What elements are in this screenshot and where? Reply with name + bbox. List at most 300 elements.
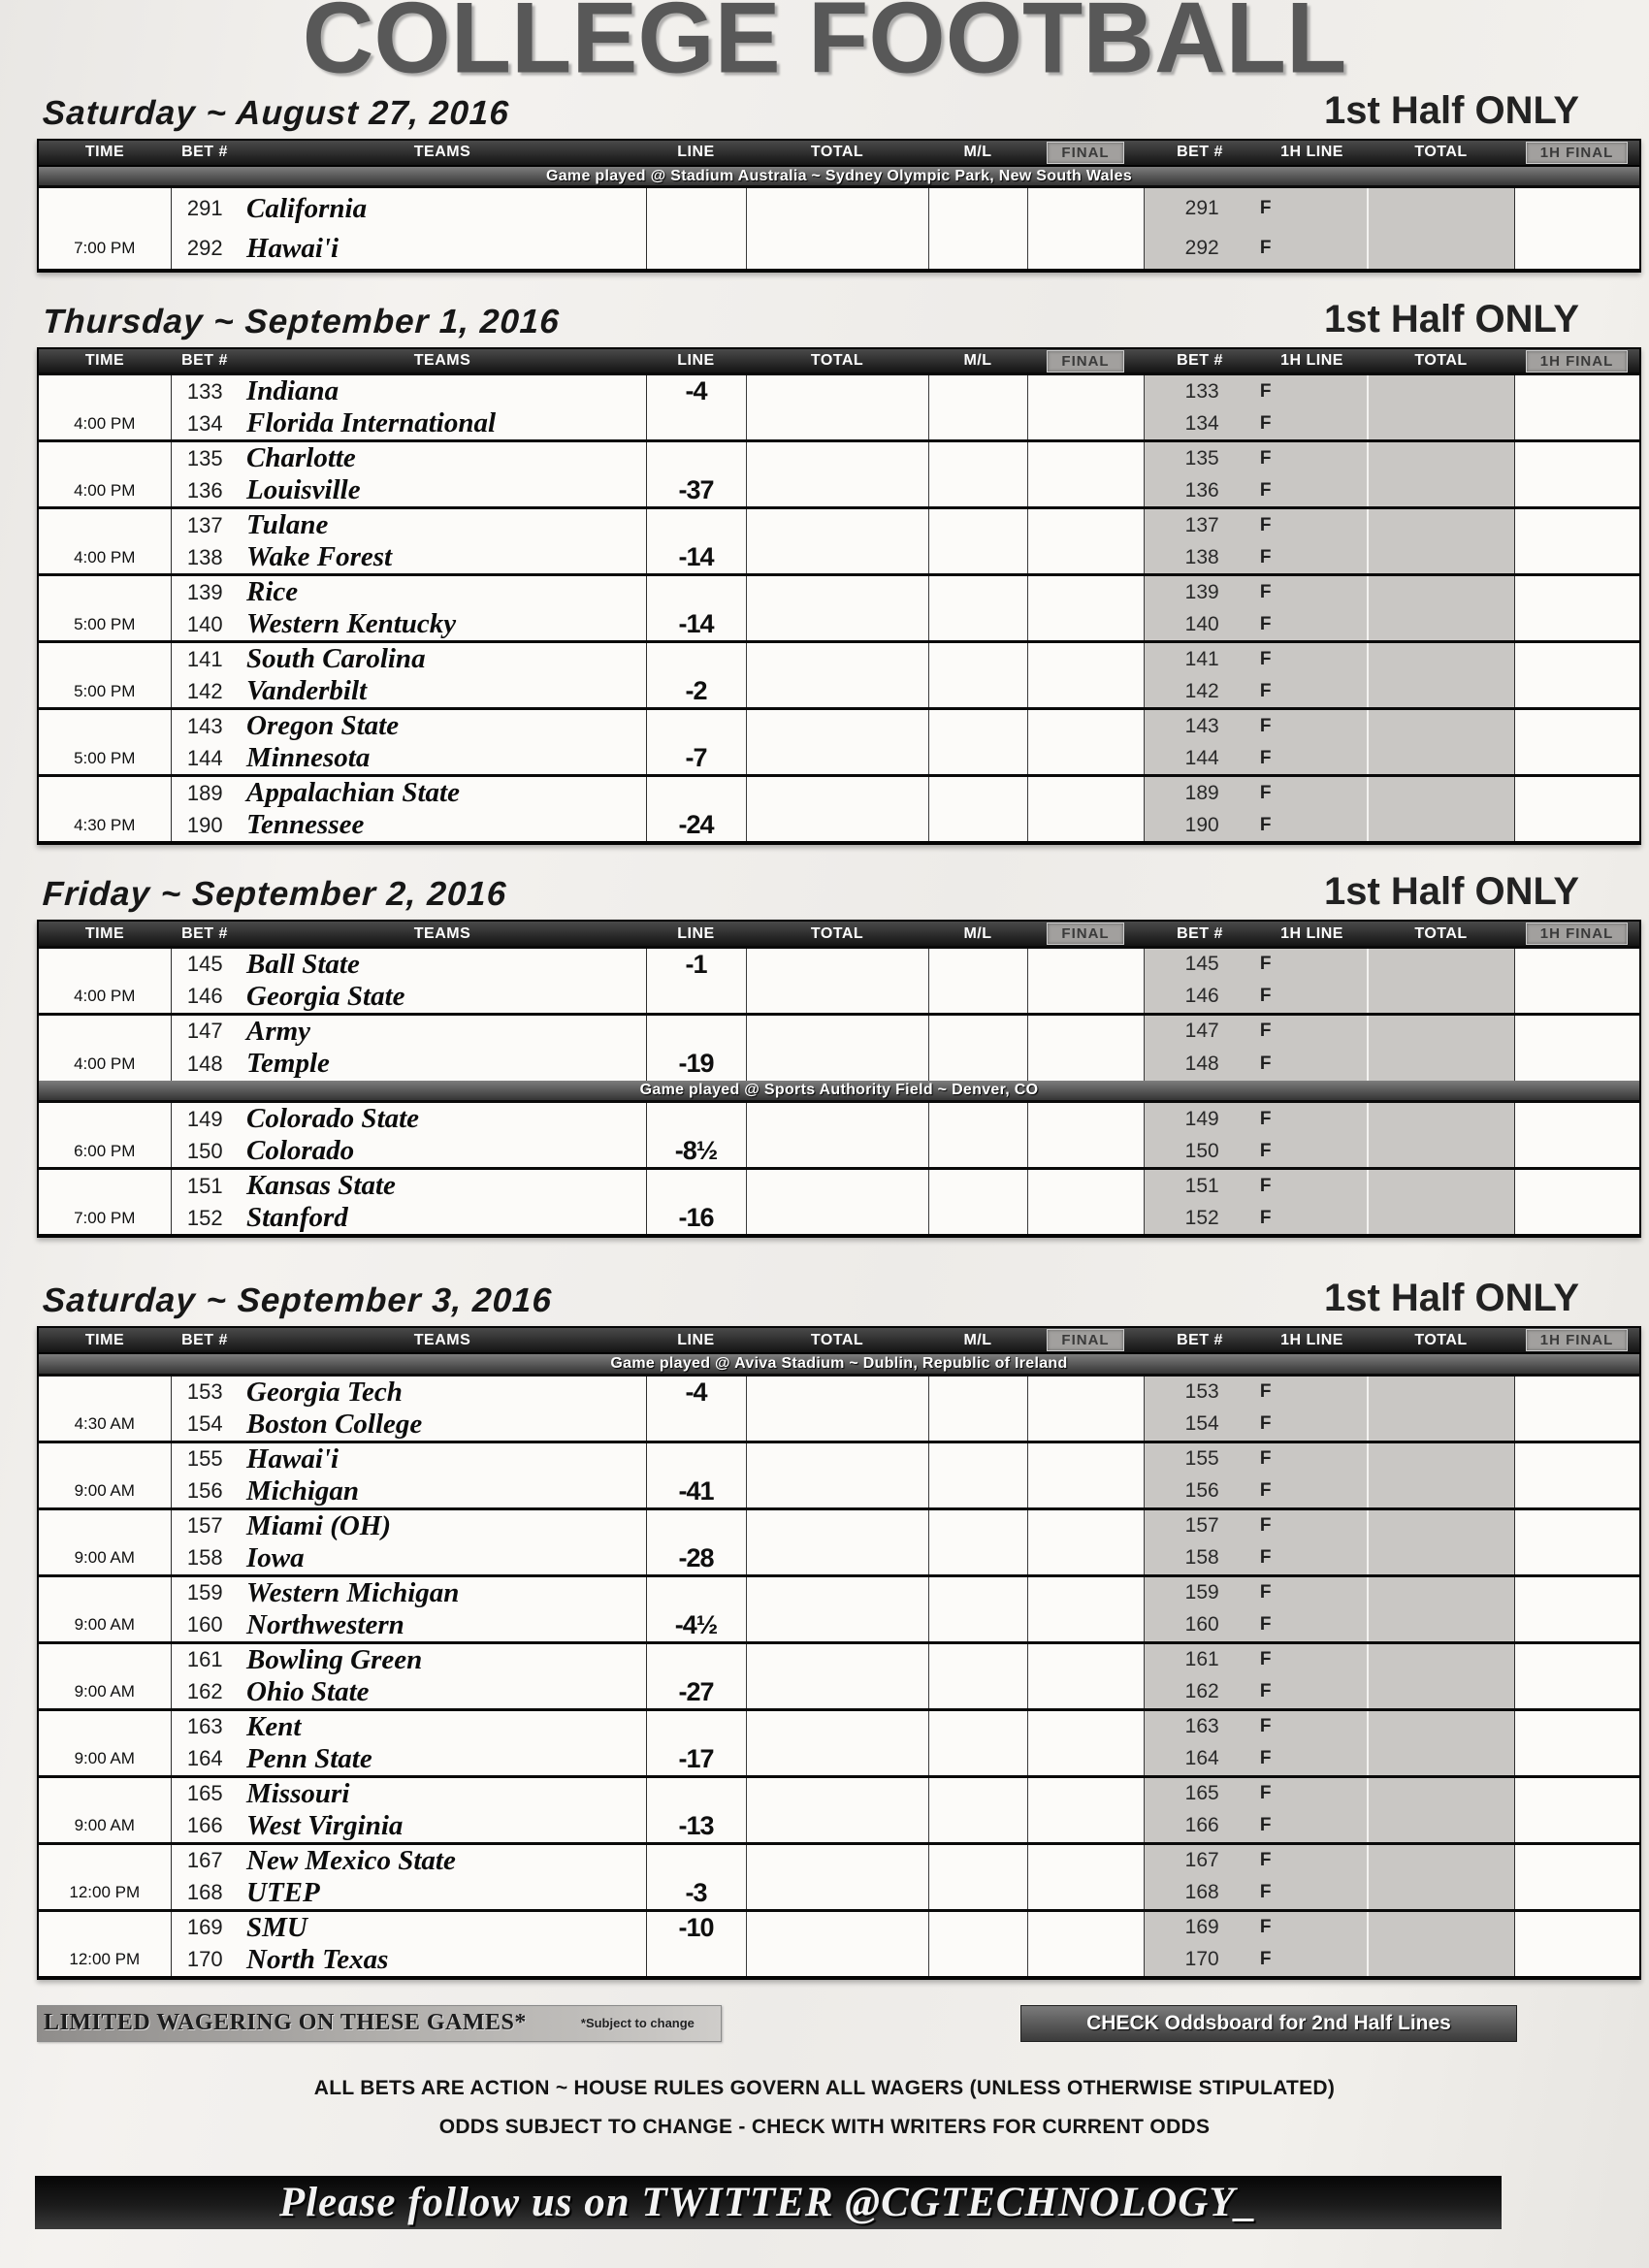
game-location-banner: Game played @ Stadium Australia ~ Sydney Olympic Park, New South Wales (38, 166, 1640, 187)
final-score-cell (1027, 1575, 1144, 1609)
first-half-flag: F (1259, 412, 1272, 434)
moneyline-cell (928, 1910, 1027, 1944)
time-cell: 7:00 PM (38, 229, 171, 271)
first-half-final-cell (1514, 474, 1640, 508)
time-cell: 4:00 PM (38, 474, 171, 508)
team-row (38, 776, 1640, 810)
final-score-cell (1027, 608, 1144, 642)
section-1 (37, 298, 1639, 846)
line-cell (646, 407, 746, 441)
first-half-final-cell (1514, 1575, 1640, 1609)
final-score-cell (1027, 1910, 1144, 1944)
team-name-cell: Bowling Green (239, 1642, 646, 1676)
bet-number-cell: 137 (171, 508, 239, 542)
team-row (38, 1810, 1640, 1844)
first-half-bet-wrap (1145, 1577, 1368, 1609)
time-cell: 12:00 PM (38, 1944, 171, 1978)
col-header-ml: M/L (928, 348, 1027, 374)
team-name-cell: Louisville (239, 474, 646, 508)
time-cell (38, 441, 171, 475)
time-cell: 6:00 PM (38, 1135, 171, 1169)
first-half-final-cell (1514, 642, 1640, 676)
final-score-cell (1027, 776, 1144, 810)
total-cell (746, 1676, 928, 1710)
first-half-final-cell (1514, 1135, 1640, 1169)
moneyline-cell (928, 474, 1027, 508)
final-score-cell (1027, 1810, 1144, 1844)
team-name-cell: Rice (239, 575, 646, 609)
bet-number-cell: 168 (186, 1880, 223, 1905)
team-name-cell: Charlotte (239, 441, 646, 475)
first-half-final-cell (1514, 742, 1640, 776)
table-body (38, 166, 1640, 271)
line-cell (646, 642, 746, 676)
total-cell (746, 1910, 928, 1944)
team-row (38, 1843, 1640, 1877)
col-header-ml: M/L (928, 1327, 1027, 1353)
first-half-bet-wrap (1145, 1048, 1368, 1081)
time-cell (38, 374, 171, 408)
team-row (38, 1014, 1640, 1048)
first-half-flag: F (1259, 715, 1272, 736)
odds-table (37, 920, 1641, 1238)
first-half-only-label: 1st Half ONLY (1323, 88, 1579, 132)
team-row (38, 1776, 1640, 1810)
bet-number-cell: 133 (171, 374, 239, 408)
bet-number-cell: 141 (171, 642, 239, 676)
first-half-flag: F (1259, 1949, 1272, 1970)
bet-number-cell: 159 (171, 1575, 239, 1609)
team-row (38, 1642, 1640, 1676)
time-cell: 4:00 PM (38, 1048, 171, 1081)
table-body (38, 374, 1640, 844)
first-half-bet-wrap (1145, 710, 1368, 742)
final-score-cell (1027, 1642, 1144, 1676)
team-row (38, 1475, 1640, 1509)
team-name-cell: Temple (239, 1048, 646, 1081)
time-cell: 9:00 AM (38, 1609, 171, 1643)
total-cell (746, 1202, 928, 1236)
first-half-only-label: 1st Half ONLY (1323, 1277, 1579, 1320)
first-half-bet-wrap (1145, 188, 1368, 229)
team-name-cell: Kent (239, 1709, 646, 1743)
bet-number-cell: 149 (171, 1102, 239, 1136)
team-row (38, 407, 1640, 441)
team-name-cell: Wake Forest (239, 541, 646, 575)
first-half-flag: F (1259, 1140, 1272, 1161)
team-row (38, 1609, 1640, 1643)
col-header-total: TOTAL (746, 1327, 928, 1353)
total-cell (746, 474, 928, 508)
team-row (38, 229, 1640, 271)
team-name-cell: Boston College (239, 1409, 646, 1442)
col-header-teams: TEAMS (239, 921, 646, 947)
section-3 (37, 1277, 1639, 1980)
col-header-final (1027, 140, 1144, 166)
limited-wagering-bar (37, 2005, 722, 2042)
moneyline-cell (928, 947, 1027, 981)
first-half-bet-wrap (1145, 1810, 1368, 1842)
first-half-flag: F (1259, 1547, 1272, 1569)
time-cell (38, 1014, 171, 1048)
first-half-bet-wrap (1145, 1202, 1368, 1234)
footer-bars (37, 2005, 1517, 2042)
first-half-total-cell (1368, 229, 1514, 271)
final-score-cell (1027, 1944, 1144, 1978)
table-body (38, 947, 1640, 1236)
final-score-cell (1027, 1743, 1144, 1777)
time-cell: 5:00 PM (38, 742, 171, 776)
check-oddsboard-bar: CHECK Oddsboard for 2nd Half Lines (1020, 2005, 1517, 2042)
first-half-total-cell (1368, 1810, 1514, 1844)
page-title: COLLEGE FOOTBALL (302, 0, 1347, 95)
first-half-total-cell (1368, 1676, 1514, 1710)
total-cell (746, 229, 928, 271)
first-half-bet-wrap (1145, 643, 1368, 675)
bet-number-cell: 147 (171, 1014, 239, 1048)
col-header-teams: TEAMS (239, 140, 646, 166)
bet-number-cell: 161 (171, 1642, 239, 1676)
time-cell: 4:30 AM (38, 1409, 171, 1442)
section-date: Friday ~ September 2, 2016 (42, 875, 508, 914)
bet-number-cell: 144 (186, 745, 223, 770)
line-cell: -19 (646, 1048, 746, 1081)
col-header-1h-bet-num: BET # (1144, 921, 1256, 947)
first-half-flag: F (1259, 1582, 1272, 1604)
odds-table (37, 1326, 1641, 1980)
team-row (38, 675, 1640, 709)
first-half-final-cell (1514, 1169, 1640, 1203)
col-header-1h-total: TOTAL (1368, 1327, 1514, 1353)
line-cell (646, 1169, 746, 1203)
bet-number-cell: 145 (171, 947, 239, 981)
line-cell (646, 1776, 746, 1810)
total-cell (746, 1375, 928, 1409)
col-header-time: TIME (38, 348, 171, 374)
first-half-bet-cell (1144, 1810, 1368, 1844)
first-half-bet-wrap (1145, 1475, 1368, 1507)
col-header-1h-line: 1H LINE (1256, 348, 1368, 374)
first-half-total-cell (1368, 1014, 1514, 1048)
first-half-total-cell (1368, 407, 1514, 441)
team-name-cell: Ball State (239, 947, 646, 981)
first-half-bet-cell (1144, 1014, 1368, 1048)
first-half-bet-number: 139 (1184, 580, 1219, 603)
limited-wagering-text: LIMITED WAGERING ON THESE GAMES* (44, 2010, 527, 2036)
first-half-total-cell (1368, 1910, 1514, 1944)
col-header-1h-line: 1H LINE (1256, 140, 1368, 166)
time-cell: 4:00 PM (38, 981, 171, 1015)
bet-number-cell: 291 (171, 187, 239, 229)
total-cell (746, 1409, 928, 1442)
first-half-total-cell (1368, 1575, 1514, 1609)
first-half-bet-number: 141 (1184, 647, 1219, 670)
time-cell (38, 1843, 171, 1877)
line-cell (646, 441, 746, 475)
moneyline-cell (928, 1642, 1027, 1676)
total-cell (746, 1475, 928, 1509)
moneyline-cell (928, 1676, 1027, 1710)
total-cell (746, 374, 928, 408)
first-half-bet-wrap (1145, 1743, 1368, 1775)
bet-number-cell: 146 (186, 984, 223, 1009)
bet-number-cell: 169 (171, 1910, 239, 1944)
first-half-flag: F (1259, 1207, 1272, 1228)
total-cell (746, 1776, 928, 1810)
final-score-cell (1027, 407, 1144, 441)
line-cell: -8½ (646, 1135, 746, 1169)
time-cell: 5:00 PM (38, 675, 171, 709)
table-body (38, 1353, 1640, 1978)
line-cell: -10 (646, 1910, 746, 1944)
col-header-time: TIME (38, 921, 171, 947)
total-cell (746, 1843, 928, 1877)
total-cell (746, 1575, 928, 1609)
line-cell (646, 1102, 746, 1136)
first-half-flag: F (1259, 479, 1272, 501)
col-header-box-1h-final: 1H FINAL (1526, 1329, 1629, 1351)
first-half-flag: F (1259, 1053, 1272, 1074)
team-name-cell: Western Kentucky (239, 608, 646, 642)
first-half-flag: F (1259, 1783, 1272, 1804)
first-half-bet-wrap (1145, 229, 1368, 269)
time-cell (38, 508, 171, 542)
line-cell: -28 (646, 1542, 746, 1576)
moneyline-cell (928, 1709, 1027, 1743)
table-head (38, 348, 1640, 374)
time-cell (38, 709, 171, 743)
first-half-total-cell (1368, 709, 1514, 743)
bet-number-cell: 170 (186, 1947, 223, 1972)
first-half-bet-wrap (1145, 981, 1368, 1013)
col-header-total: TOTAL (746, 921, 928, 947)
bet-number-cell: 142 (186, 678, 223, 703)
first-half-total-cell (1368, 1375, 1514, 1409)
first-half-bet-cell (1144, 187, 1368, 229)
final-score-cell (1027, 508, 1144, 542)
first-half-bet-number: 157 (1184, 1514, 1219, 1538)
first-half-bet-wrap (1145, 1711, 1368, 1743)
time-cell: 9:00 AM (38, 1810, 171, 1844)
first-half-bet-number: 189 (1184, 781, 1219, 804)
team-name-cell: Kansas State (239, 1169, 646, 1203)
team-row (38, 1575, 1640, 1609)
first-half-bet-number: 133 (1184, 379, 1219, 403)
first-half-final-cell (1514, 1442, 1640, 1475)
first-half-final-cell (1514, 1409, 1640, 1442)
time-cell (38, 1910, 171, 1944)
total-cell (746, 541, 928, 575)
team-row (38, 541, 1640, 575)
section-header (37, 1277, 1639, 1320)
bet-number-cell: 134 (186, 410, 223, 436)
col-header-1h-final (1514, 140, 1640, 166)
first-half-bet-number: 291 (1184, 197, 1219, 220)
total-cell (746, 187, 928, 229)
moneyline-cell (928, 742, 1027, 776)
team-name-cell: Iowa (239, 1542, 646, 1576)
first-half-bet-cell (1144, 1442, 1368, 1475)
col-header-bet-num: BET # (171, 140, 239, 166)
time-cell (38, 776, 171, 810)
line-cell (646, 1014, 746, 1048)
team-row (38, 1375, 1640, 1409)
team-row (38, 1676, 1640, 1710)
col-header-1h-total: TOTAL (1368, 921, 1514, 947)
first-half-final-cell (1514, 1508, 1640, 1542)
team-row (38, 1135, 1640, 1169)
team-name-cell: Ohio State (239, 1676, 646, 1710)
first-half-total-cell (1368, 1475, 1514, 1509)
team-row (38, 642, 1640, 676)
final-score-cell (1027, 1014, 1144, 1048)
first-half-total-cell (1368, 1877, 1514, 1911)
total-cell (746, 675, 928, 709)
col-header-time: TIME (38, 1327, 171, 1353)
first-half-bet-cell (1144, 374, 1368, 408)
final-score-cell (1027, 809, 1144, 843)
first-half-final-cell (1514, 947, 1640, 981)
team-row (38, 1944, 1640, 1978)
final-score-cell (1027, 1877, 1144, 1911)
first-half-final-cell (1514, 1810, 1640, 1844)
first-half-bet-number: 161 (1184, 1648, 1219, 1671)
subject-to-change-text: *Subject to change (580, 2016, 695, 2031)
time-cell (38, 575, 171, 609)
col-header-line: LINE (646, 1327, 746, 1353)
col-header-final (1027, 921, 1144, 947)
moneyline-cell (928, 441, 1027, 475)
table-head (38, 1327, 1640, 1353)
time-cell: 4:00 PM (38, 407, 171, 441)
final-score-cell (1027, 1709, 1144, 1743)
section-header (37, 870, 1639, 914)
total-cell (746, 1877, 928, 1911)
total-cell (746, 1442, 928, 1475)
first-half-total-cell (1368, 809, 1514, 843)
bet-number-cell: 135 (171, 441, 239, 475)
col-header-final (1027, 1327, 1144, 1353)
first-half-final-cell (1514, 981, 1640, 1015)
first-half-total-cell (1368, 1776, 1514, 1810)
first-half-bet-number: 156 (1184, 1479, 1219, 1503)
moneyline-cell (928, 1877, 1027, 1911)
first-half-bet-cell (1144, 229, 1368, 271)
first-half-bet-number: 148 (1184, 1052, 1219, 1075)
first-half-bet-number: 292 (1184, 237, 1219, 260)
first-half-total-cell (1368, 1102, 1514, 1136)
first-half-bet-wrap (1145, 1443, 1368, 1475)
bet-number-cell: 148 (186, 1051, 223, 1076)
first-half-bet-number: 143 (1184, 714, 1219, 737)
team-row (38, 1048, 1640, 1081)
total-cell (746, 1014, 928, 1048)
team-name-cell: Missouri (239, 1776, 646, 1810)
col-header-bet-num: BET # (171, 1327, 239, 1353)
line-cell (646, 575, 746, 609)
team-name-cell: New Mexico State (239, 1843, 646, 1877)
sections-container (0, 89, 1649, 1980)
time-cell: 5:00 PM (38, 608, 171, 642)
bet-number-cell: 151 (171, 1169, 239, 1203)
col-header-line: LINE (646, 348, 746, 374)
line-cell: -16 (646, 1202, 746, 1236)
line-cell: -4½ (646, 1609, 746, 1643)
bet-number-cell: 157 (171, 1508, 239, 1542)
first-half-bet-number: 154 (1184, 1412, 1219, 1436)
column-header-row (38, 348, 1640, 374)
first-half-final-cell (1514, 541, 1640, 575)
first-half-total-cell (1368, 675, 1514, 709)
team-row (38, 981, 1640, 1015)
first-half-total-cell (1368, 947, 1514, 981)
first-half-bet-number: 135 (1184, 446, 1219, 470)
moneyline-cell (928, 1508, 1027, 1542)
first-half-bet-cell (1144, 1910, 1368, 1944)
final-score-cell (1027, 187, 1144, 229)
first-half-final-cell (1514, 1202, 1640, 1236)
twitter-banner: Please follow us on TWITTER @CGTECHNOLOGY_ (35, 2176, 1502, 2229)
first-half-bet-number: 170 (1184, 1948, 1219, 1971)
first-half-flag: F (1259, 238, 1272, 259)
team-row (38, 1442, 1640, 1475)
first-half-final-cell (1514, 1542, 1640, 1576)
team-name-cell: Army (239, 1014, 646, 1048)
team-name-cell: UTEP (239, 1877, 646, 1911)
line-cell: -17 (646, 1743, 746, 1777)
moneyline-cell (928, 1048, 1027, 1081)
team-name-cell: Tennessee (239, 809, 646, 843)
total-cell (746, 1743, 928, 1777)
bet-number-cell: 136 (186, 477, 223, 502)
moneyline-cell (928, 1102, 1027, 1136)
line-cell: -2 (646, 675, 746, 709)
col-header-1h-line: 1H LINE (1256, 1327, 1368, 1353)
first-half-total-cell (1368, 187, 1514, 229)
line-cell: -4 (646, 374, 746, 408)
col-header-1h-final (1514, 348, 1640, 374)
time-cell: 9:00 AM (38, 1475, 171, 1509)
bet-number-cell: 189 (171, 776, 239, 810)
first-half-bet-cell (1144, 742, 1368, 776)
time-cell: 4:00 PM (38, 541, 171, 575)
first-half-bet-wrap (1145, 1103, 1368, 1135)
first-half-flag: F (1259, 198, 1272, 219)
total-cell (746, 1810, 928, 1844)
line-cell (646, 1508, 746, 1542)
bet-number-cell: 158 (186, 1545, 223, 1571)
first-half-bet-wrap (1145, 1676, 1368, 1708)
team-row (38, 508, 1640, 542)
odds-table (37, 139, 1641, 273)
total-cell (746, 441, 928, 475)
line-cell: -27 (646, 1676, 746, 1710)
first-half-final-cell (1514, 508, 1640, 542)
team-row (38, 1202, 1640, 1236)
moneyline-cell (928, 1776, 1027, 1810)
final-score-cell (1027, 1102, 1144, 1136)
game-location-banner-row (38, 1081, 1640, 1102)
team-row (38, 1910, 1640, 1944)
first-half-bet-wrap (1145, 1542, 1368, 1574)
first-half-bet-cell (1144, 1743, 1368, 1777)
col-header-box-final: FINAL (1047, 923, 1123, 945)
col-header-box-final: FINAL (1047, 350, 1123, 373)
first-half-final-cell (1514, 187, 1640, 229)
moneyline-cell (928, 407, 1027, 441)
final-score-cell (1027, 1442, 1144, 1475)
final-score-cell (1027, 709, 1144, 743)
